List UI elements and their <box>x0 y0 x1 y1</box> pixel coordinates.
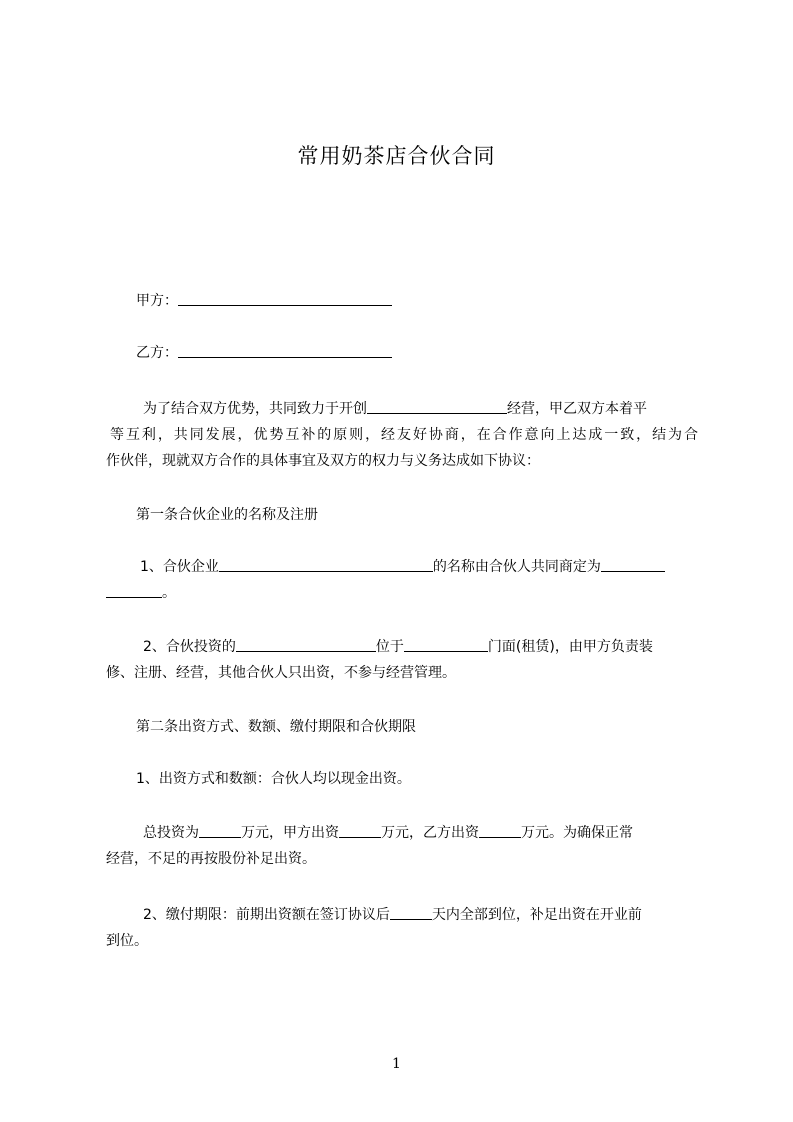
clause-text: 。 <box>162 585 176 601</box>
total-investment-cont: 经营，不足的再按股份补足出资。 <box>106 851 316 867</box>
clause-text: 万元，乙方出资 <box>381 825 479 841</box>
article-2-item-2-cont: 到位。 <box>106 933 148 949</box>
party-a-label: 甲方： <box>136 293 178 309</box>
clause-text: 位于 <box>375 639 404 655</box>
party-b-blank <box>178 343 392 358</box>
clause-text: 1、合伙企业 <box>140 559 219 575</box>
page-number: 1 <box>392 1056 401 1072</box>
article-1-item-2 <box>143 637 653 657</box>
party-a-line <box>136 291 392 311</box>
article-1-item-1 <box>140 557 665 577</box>
total-blank <box>199 823 241 838</box>
enterprise-blank <box>219 557 433 572</box>
article-1-heading: 第一条合伙企业的名称及注册 <box>136 507 318 523</box>
clause-text: 万元。为确保正常 <box>521 825 633 841</box>
article-2-item-1: 1、出资方式和数额：合伙人均以现金出资。 <box>136 771 411 787</box>
clause-text: 总投资为 <box>143 825 199 841</box>
intro-blank <box>367 399 507 414</box>
intro-text: 为了结合双方优势，共同致力于开创 <box>143 401 367 417</box>
intro-line-2: 等互利，共同发展，优势互补的原则，经友好协商，在合作意向上达成一致，结为合 <box>110 427 698 443</box>
total-investment-line <box>143 823 633 843</box>
location-blank <box>404 637 488 652</box>
clause-text: 天内全部到位，补足出资在开业前 <box>431 907 642 923</box>
days-blank <box>390 905 432 920</box>
name-blank-cont <box>106 583 162 598</box>
intro-text: 经营，甲乙双方本着平 <box>507 401 647 417</box>
article-2-heading: 第二条出资方式、数额、缴付期限和合伙期限 <box>136 719 416 735</box>
party-b-amount-blank <box>479 823 521 838</box>
name-blank <box>601 557 665 572</box>
clause-text: 万元，甲方出资 <box>241 825 339 841</box>
article-1-item-2-cont: 修、注册、经营，其他合伙人只出资，不参与经营管理。 <box>106 665 456 681</box>
clause-text: 2、缴付期限：前期出资额在签订协议后 <box>143 907 390 923</box>
article-1-item-1-cont <box>106 583 176 603</box>
party-a-blank <box>178 291 392 306</box>
intro-line-3: 作伙伴，现就双方合作的具体事宜及双方的权力与义务达成如下协议： <box>106 453 540 469</box>
party-a-amount-blank <box>339 823 381 838</box>
clause-text: 门面(租赁)，由甲方负责装 <box>487 639 653 655</box>
clause-text: 2、合伙投资的 <box>143 639 236 655</box>
intro-line-1 <box>143 399 647 419</box>
document-title: 常用奶茶店合伙合同 <box>297 144 496 168</box>
investment-blank <box>236 637 376 652</box>
party-b-line <box>136 343 392 363</box>
clause-text: 的名称由合伙人共同商定为 <box>432 559 601 575</box>
party-b-label: 乙方： <box>136 345 178 361</box>
article-2-item-2 <box>143 905 642 925</box>
